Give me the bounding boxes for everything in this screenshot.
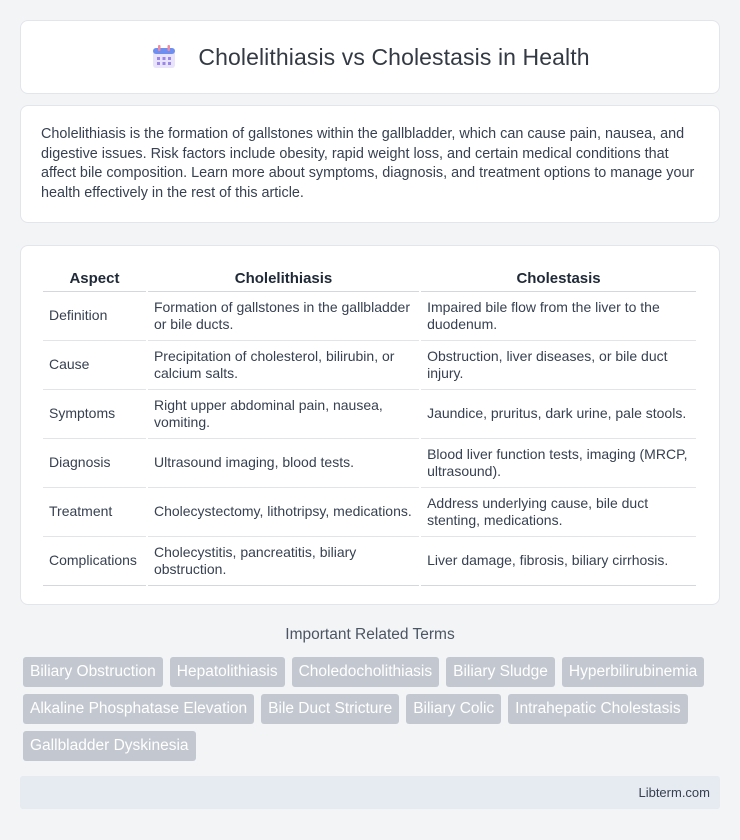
header-cholestasis: Cholestasis bbox=[421, 266, 696, 292]
table-row bbox=[43, 439, 696, 488]
comparison-table bbox=[41, 266, 698, 586]
aspect-cell: Diagnosis bbox=[43, 439, 146, 488]
related-term-tag[interactable]: Biliary Colic bbox=[406, 694, 501, 724]
aspect-cell: Treatment bbox=[43, 488, 146, 537]
aspect-cell: Symptoms bbox=[43, 390, 146, 439]
cholestasis-cell: Liver damage, fibrosis, biliary cirrhosis. bbox=[421, 537, 696, 586]
cholelithiasis-cell: Cholecystitis, pancreatitis, biliary obstruction. bbox=[148, 537, 419, 586]
aspect-cell: Complications bbox=[43, 537, 146, 586]
cholelithiasis-cell: Formation of gallstones in the gallbladder or bile ducts. bbox=[148, 292, 419, 341]
comparison-table-card bbox=[20, 245, 720, 605]
cholestasis-cell: Obstruction, liver diseases, or bile duct injury. bbox=[421, 341, 696, 390]
header-card bbox=[20, 20, 720, 94]
related-terms-title: Important Related Terms bbox=[285, 626, 455, 643]
related-term-tag[interactable]: Alkaline Phosphatase Elevation bbox=[23, 694, 254, 724]
cholestasis-cell: Address underlying cause, bile duct stenting, medications. bbox=[421, 488, 696, 537]
table-row bbox=[43, 341, 696, 390]
related-term-tag[interactable]: Biliary Obstruction bbox=[23, 657, 163, 687]
footer bbox=[20, 776, 720, 809]
aspect-cell: Cause bbox=[43, 341, 146, 390]
cholelithiasis-cell: Right upper abdominal pain, nausea, vomiting. bbox=[148, 390, 419, 439]
cholestasis-cell: Jaundice, pruritus, dark urine, pale stools. bbox=[421, 390, 696, 439]
intro-text: Cholelithiasis is the formation of gallstones within the gallbladder, which can cause pain, nausea, and digestive issues. Risk factors include obesity, rapid weight loss, and certain medical conditions that affect bile composition. Learn more about symptoms, diagnosis, and treatment options to manage your health effectively in the rest of this article. bbox=[41, 126, 695, 201]
calendar-icon bbox=[150, 43, 178, 71]
header-aspect: Aspect bbox=[43, 266, 146, 292]
cholestasis-cell: Impaired bile flow from the liver to the duodenum. bbox=[421, 292, 696, 341]
footer-site-link[interactable]: Libterm.com bbox=[638, 785, 710, 800]
cholestasis-cell: Blood liver function tests, imaging (MRCP, ultrasound). bbox=[421, 439, 696, 488]
aspect-cell: Definition bbox=[43, 292, 146, 341]
table-header-row bbox=[43, 266, 696, 292]
cholelithiasis-cell: Cholecystectomy, lithotripsy, medications. bbox=[148, 488, 419, 537]
table-row bbox=[43, 488, 696, 537]
intro-card bbox=[20, 105, 720, 223]
header-cholelithiasis: Cholelithiasis bbox=[148, 266, 419, 292]
related-term-tag[interactable]: Gallbladder Dyskinesia bbox=[23, 731, 196, 761]
related-term-tag[interactable]: Choledocholithiasis bbox=[292, 657, 440, 687]
related-term-tag[interactable]: Bile Duct Stricture bbox=[261, 694, 399, 724]
cholelithiasis-cell: Ultrasound imaging, blood tests. bbox=[148, 439, 419, 488]
related-term-tag[interactable]: Intrahepatic Cholestasis bbox=[508, 694, 687, 724]
table-row bbox=[43, 537, 696, 586]
cholelithiasis-cell: Precipitation of cholesterol, bilirubin, or calcium salts. bbox=[148, 341, 419, 390]
related-term-tag[interactable]: Hepatolithiasis bbox=[170, 657, 285, 687]
page-title: Cholelithiasis vs Cholestasis in Health bbox=[198, 43, 590, 70]
related-term-tag[interactable]: Hyperbilirubinemia bbox=[562, 657, 704, 687]
related-terms-list bbox=[23, 657, 723, 761]
related-term-tag[interactable]: Biliary Sludge bbox=[446, 657, 555, 687]
table-row bbox=[43, 292, 696, 341]
table-row bbox=[43, 390, 696, 439]
